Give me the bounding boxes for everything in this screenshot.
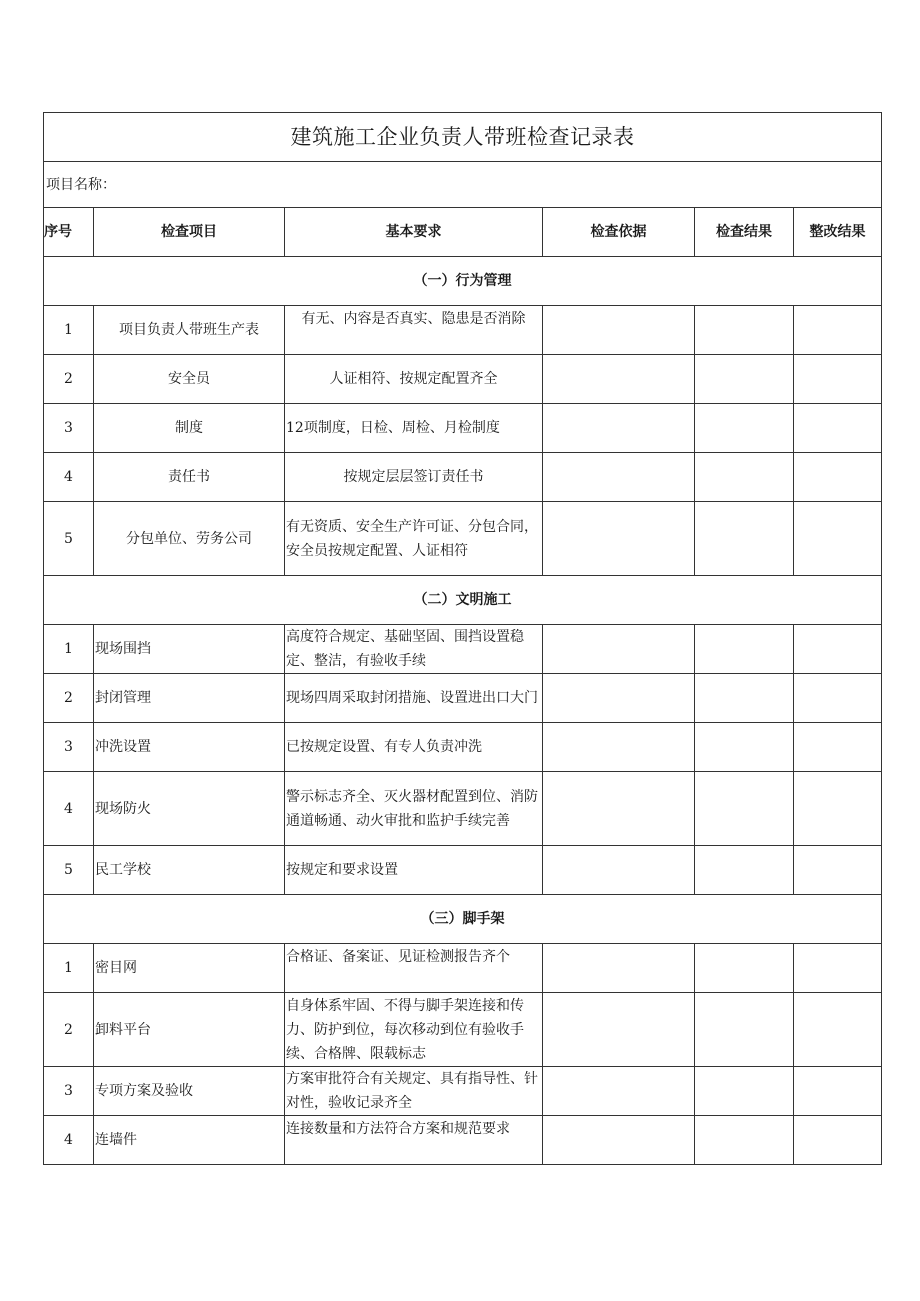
row-rectify-cell[interactable]: [794, 993, 882, 1067]
row-item: 分包单位、劳务公司: [94, 502, 285, 576]
row-index: 3: [44, 404, 94, 453]
row-index: 1: [44, 944, 94, 993]
row-basis-cell[interactable]: [543, 502, 695, 576]
row-requirement: 连接数量和方法符合方案和规范要求: [285, 1116, 543, 1165]
row-rectify-cell[interactable]: [794, 306, 882, 355]
row-index: 2: [44, 993, 94, 1067]
row-requirement: 自身体系牢固、不得与脚手架连接和传力、防护到位，每次移动到位有验收手续、合格牌、限载标志: [285, 993, 543, 1067]
row-requirement: 已按规定设置、有专人负责冲洗: [285, 723, 543, 772]
header-requirement: 基本要求: [285, 208, 543, 257]
project-name-label: 项目名称：: [44, 162, 882, 208]
row-basis-cell[interactable]: [543, 404, 695, 453]
table-row: [44, 944, 882, 993]
row-requirement: 警示标志齐全、灭火器材配置到位、消防通道畅通、动火审批和监护手续完善: [285, 772, 543, 846]
row-result-cell[interactable]: [695, 502, 794, 576]
row-result-cell[interactable]: [695, 772, 794, 846]
row-result-cell[interactable]: [695, 1116, 794, 1165]
row-result-cell[interactable]: [695, 846, 794, 895]
row-index: 5: [44, 502, 94, 576]
row-index: 4: [44, 453, 94, 502]
table-row: [44, 453, 882, 502]
row-item: 安全员: [94, 355, 285, 404]
row-basis-cell[interactable]: [543, 1067, 695, 1116]
row-requirement: 按规定和要求设置: [285, 846, 543, 895]
row-item: 封闭管理: [94, 674, 285, 723]
header-item: 检查项目: [94, 208, 285, 257]
table-row: [44, 502, 882, 576]
row-basis-cell[interactable]: [543, 944, 695, 993]
row-item: 专项方案及验收: [94, 1067, 285, 1116]
row-basis-cell[interactable]: [543, 674, 695, 723]
row-requirement: 现场四周采取封闭措施、设置进出口大门: [285, 674, 543, 723]
table-row: [44, 355, 882, 404]
row-basis-cell[interactable]: [543, 772, 695, 846]
row-item: 责任书: [94, 453, 285, 502]
row-requirement: 按规定层层签订责任书: [285, 453, 543, 502]
row-index: 4: [44, 772, 94, 846]
row-requirement: 有无、内容是否真实、隐患是否消除: [285, 306, 543, 355]
table-row: [44, 674, 882, 723]
row-requirement: 方案审批符合有关规定、具有指导性、针对性，验收记录齐全: [285, 1067, 543, 1116]
header-index: 序号: [44, 208, 94, 257]
header-row: [44, 208, 882, 257]
header-result: 检查结果: [695, 208, 794, 257]
row-item: 卸料平台: [94, 993, 285, 1067]
header-rectify: 整改结果: [794, 208, 882, 257]
table-row: [44, 723, 882, 772]
row-requirement: 高度符合规定、基础坚固、围挡设置稳定、整洁，有验收手续: [285, 625, 543, 674]
row-rectify-cell[interactable]: [794, 944, 882, 993]
row-result-cell[interactable]: [695, 453, 794, 502]
row-index: 3: [44, 1067, 94, 1116]
row-basis-cell[interactable]: [543, 453, 695, 502]
row-rectify-cell[interactable]: [794, 453, 882, 502]
title-row: [44, 113, 882, 162]
row-item: 现场防火: [94, 772, 285, 846]
section-row: [44, 576, 882, 625]
row-index: 1: [44, 306, 94, 355]
row-requirement: 12项制度，日检、周检、月检制度: [285, 404, 543, 453]
form-title: 建筑施工企业负责人带班检查记录表: [44, 113, 882, 162]
row-index: 4: [44, 1116, 94, 1165]
row-rectify-cell[interactable]: [794, 772, 882, 846]
row-requirement: 有无资质、安全生产许可证、分包合同，安全员按规定配置、人证相符: [285, 502, 543, 576]
row-item: 密目网: [94, 944, 285, 993]
row-basis-cell[interactable]: [543, 846, 695, 895]
row-rectify-cell[interactable]: [794, 846, 882, 895]
project-row: [44, 162, 882, 208]
row-rectify-cell[interactable]: [794, 404, 882, 453]
row-result-cell[interactable]: [695, 404, 794, 453]
section-title: （一）行为管理: [44, 257, 882, 306]
section-title: （二）文明施工: [44, 576, 882, 625]
table-row: [44, 846, 882, 895]
table-row: [44, 306, 882, 355]
row-result-cell[interactable]: [695, 944, 794, 993]
row-result-cell[interactable]: [695, 674, 794, 723]
row-item: 民工学校: [94, 846, 285, 895]
row-result-cell[interactable]: [695, 723, 794, 772]
row-result-cell[interactable]: [695, 993, 794, 1067]
row-basis-cell[interactable]: [543, 723, 695, 772]
row-requirement: 人证相符、按规定配置齐全: [285, 355, 543, 404]
section-title: （三）脚手架: [44, 895, 882, 944]
inspection-record-table: [43, 112, 882, 1165]
row-rectify-cell[interactable]: [794, 625, 882, 674]
row-rectify-cell[interactable]: [794, 674, 882, 723]
row-rectify-cell[interactable]: [794, 502, 882, 576]
row-item: 项目负责人带班生产表: [94, 306, 285, 355]
row-result-cell[interactable]: [695, 306, 794, 355]
row-requirement: 合格证、备案证、见证检测报告齐个: [285, 944, 543, 993]
header-basis: 检查依据: [543, 208, 695, 257]
row-basis-cell[interactable]: [543, 993, 695, 1067]
row-item: 制度: [94, 404, 285, 453]
table-row: [44, 1067, 882, 1116]
table-row: [44, 1116, 882, 1165]
row-rectify-cell[interactable]: [794, 1067, 882, 1116]
row-rectify-cell[interactable]: [794, 355, 882, 404]
row-index: 2: [44, 674, 94, 723]
row-index: 2: [44, 355, 94, 404]
row-result-cell[interactable]: [695, 1067, 794, 1116]
row-result-cell[interactable]: [695, 355, 794, 404]
row-item: 现场围挡: [94, 625, 285, 674]
section-row: [44, 895, 882, 944]
row-item: 冲洗设置: [94, 723, 285, 772]
table-row: [44, 625, 882, 674]
row-rectify-cell[interactable]: [794, 723, 882, 772]
row-index: 3: [44, 723, 94, 772]
table-row: [44, 993, 882, 1067]
row-rectify-cell[interactable]: [794, 1116, 882, 1165]
row-item: 连墙件: [94, 1116, 285, 1165]
table-row: [44, 404, 882, 453]
row-index: 5: [44, 846, 94, 895]
row-basis-cell[interactable]: [543, 625, 695, 674]
section-row: [44, 257, 882, 306]
table-row: [44, 772, 882, 846]
row-result-cell[interactable]: [695, 625, 794, 674]
row-basis-cell[interactable]: [543, 355, 695, 404]
row-basis-cell[interactable]: [543, 1116, 695, 1165]
row-index: 1: [44, 625, 94, 674]
row-basis-cell[interactable]: [543, 306, 695, 355]
